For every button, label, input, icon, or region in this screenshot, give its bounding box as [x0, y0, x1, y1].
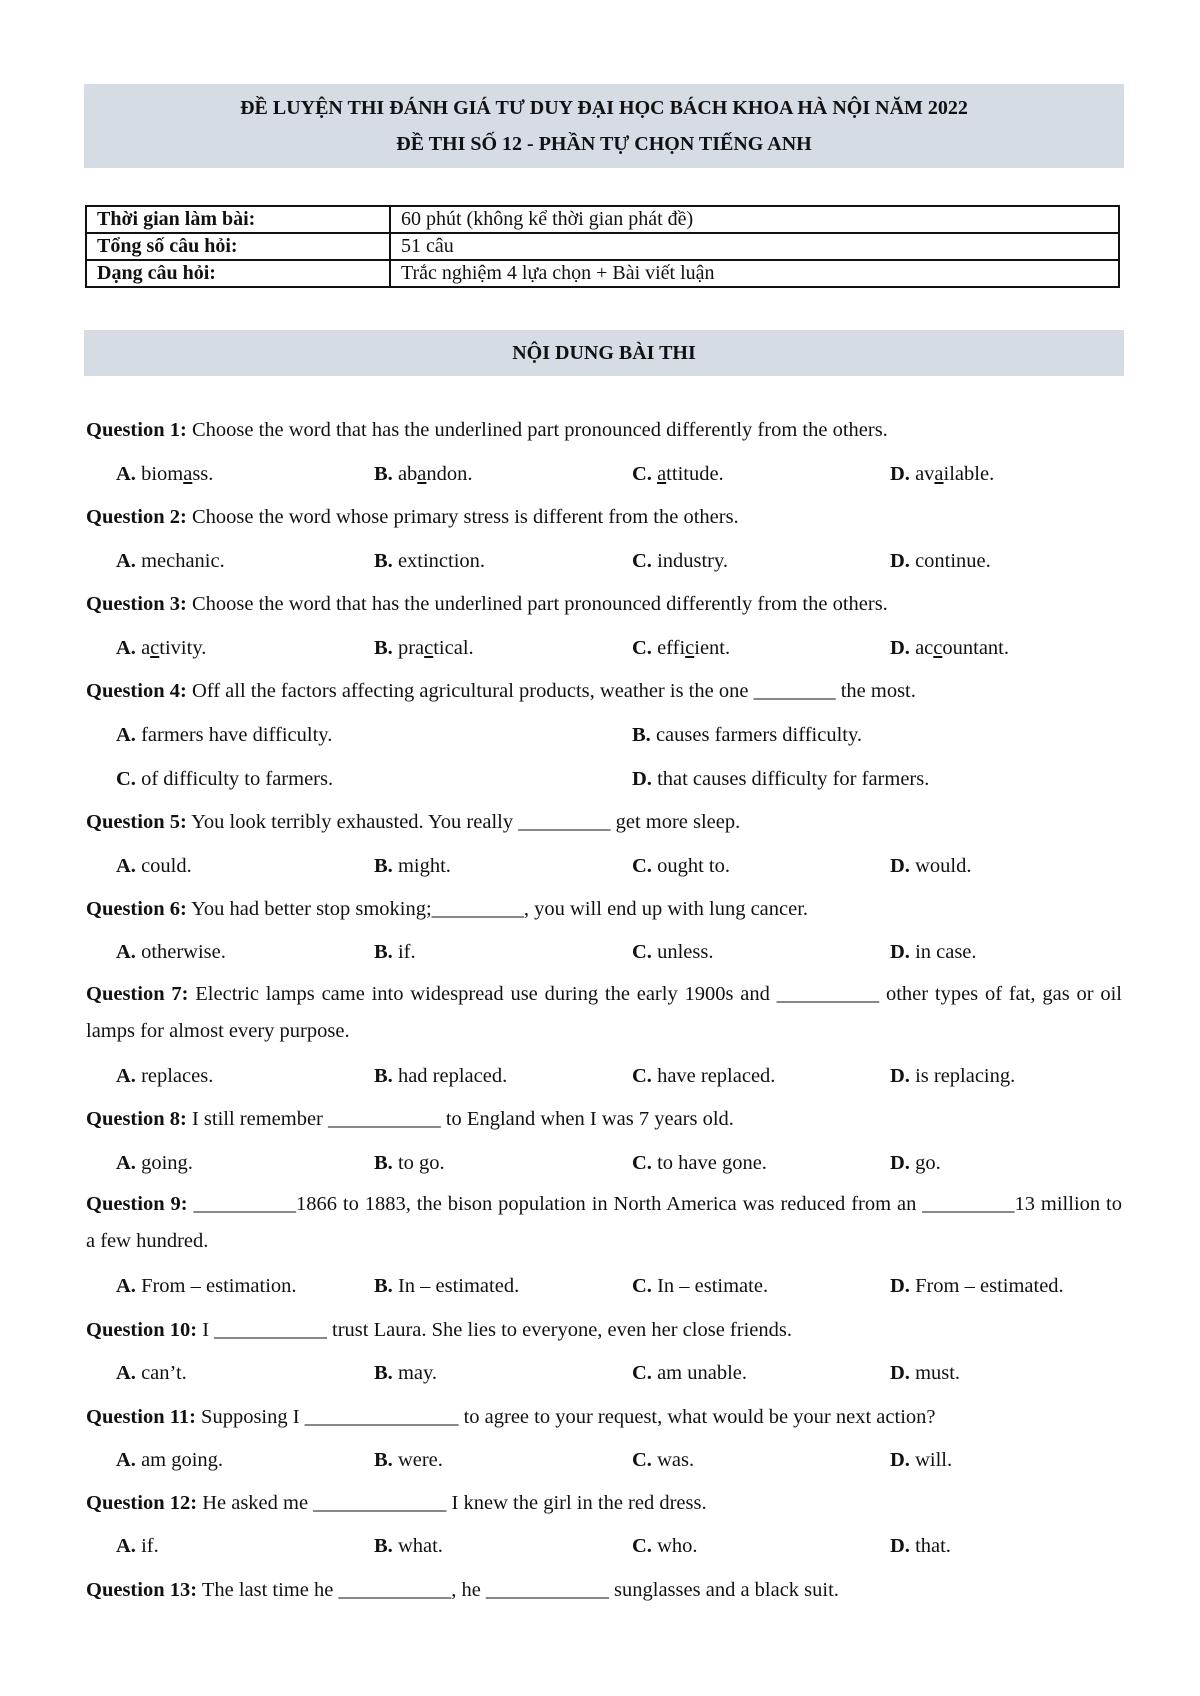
question-label: Question 6: [86, 898, 187, 920]
option-a[interactable]: A. biomass. [116, 463, 214, 485]
exam-subtitle: ĐỀ THI SỐ 12 - PHẦN TỰ CHỌN TIẾNG ANH [396, 133, 812, 155]
question-stem [86, 803, 1122, 841]
question-stem [86, 1186, 1122, 1260]
info-value: 60 phút (không kể thời gian phát đề) [390, 206, 1119, 233]
question-label: Question 8: [86, 1108, 187, 1130]
question-label: Question 1: [86, 419, 187, 441]
option-d[interactable]: D. that. [890, 1535, 951, 1557]
option-d[interactable]: D. must. [890, 1362, 961, 1384]
option-b[interactable]: B. practical. [374, 637, 474, 659]
option-b[interactable]: B. causes farmers difficulty. [632, 724, 862, 746]
question-text: The last time he ___________, he ____________ sunglasses and a black suit. [197, 1579, 839, 1601]
option-c[interactable]: C. attitude. [632, 463, 724, 485]
option-a[interactable]: A. replaces. [116, 1065, 214, 1087]
answer-options [116, 1057, 1116, 1095]
question-stem [86, 1100, 1122, 1138]
option-d[interactable]: D. From – estimated. [890, 1275, 1064, 1297]
question-label: Question 9: [86, 1193, 188, 1215]
option-a[interactable]: A. otherwise. [116, 941, 226, 963]
question-stem [86, 890, 1122, 928]
info-row [86, 233, 1119, 260]
answer-options [116, 716, 1116, 754]
info-label: Tổng số câu hỏi: [86, 233, 390, 260]
option-b[interactable]: B. to go. [374, 1152, 445, 1174]
info-label: Thời gian làm bài: [86, 206, 390, 233]
info-value: Trắc nghiệm 4 lựa chọn + Bài viết luận [390, 260, 1119, 287]
question-label: Question 3: [86, 593, 187, 615]
option-c[interactable]: C. In – estimate. [632, 1275, 769, 1297]
answer-options [116, 455, 1116, 493]
question-text: Off all the factors affecting agricultural products, weather is the one ________ the most. [186, 680, 916, 702]
answer-options [116, 1267, 1116, 1305]
option-b[interactable]: B. might. [374, 855, 451, 877]
info-label: Dạng câu hỏi: [86, 260, 390, 287]
exam-title: ĐỀ LUYỆN THI ĐÁNH GIÁ TƯ DUY ĐẠI HỌC BÁCH KHOA HÀ NỘI NĂM 2022 [240, 97, 968, 119]
question-label: Question 7: [86, 983, 189, 1005]
option-c[interactable]: C. ought to. [632, 855, 730, 877]
question-stem [86, 672, 1122, 710]
answer-options [116, 760, 1116, 798]
option-c[interactable]: C. who. [632, 1535, 698, 1557]
answer-options [116, 1354, 1116, 1392]
option-b[interactable]: B. extinction. [374, 550, 486, 572]
question-stem [86, 976, 1122, 1050]
question-text: Choose the word that has the underlined part pronounced differently from the others. [186, 419, 888, 441]
question-text: Choose the word whose primary stress is different from the others. [186, 506, 739, 528]
question-label: Question 2: [86, 506, 187, 528]
info-value: 51 câu [390, 233, 1119, 260]
question-stem [86, 411, 1122, 449]
option-c[interactable]: C. efficient. [632, 637, 731, 659]
option-c[interactable]: C. am unable. [632, 1362, 748, 1384]
question-stem [86, 1398, 1122, 1436]
option-a[interactable]: A. farmers have difficulty. [116, 724, 333, 746]
question-text: Supposing I _______________ to agree to your request, what would be your next action? [195, 1406, 936, 1428]
option-b[interactable]: B. what. [374, 1535, 443, 1557]
exam-header-banner [84, 84, 1124, 168]
question-stem [86, 1484, 1122, 1522]
option-c[interactable]: C. have replaced. [632, 1065, 776, 1087]
option-b[interactable]: B. may. [374, 1362, 438, 1384]
question-text: I still remember ___________ to England when I was 7 years old. [186, 1108, 734, 1130]
question-text: You look terribly exhausted. You really _________ get more sleep. [186, 811, 741, 833]
option-d[interactable]: D. in case. [890, 941, 977, 963]
option-a[interactable]: A. From – estimation. [116, 1275, 297, 1297]
option-d[interactable]: D. go. [890, 1152, 941, 1174]
answer-options [116, 1527, 1116, 1565]
question-label: Question 5: [86, 811, 187, 833]
option-a[interactable]: A. can’t. [116, 1362, 187, 1384]
answer-options [116, 542, 1116, 580]
option-c[interactable]: C. unless. [632, 941, 714, 963]
option-d[interactable]: D. would. [890, 855, 972, 877]
option-c[interactable]: C. to have gone. [632, 1152, 767, 1174]
answer-options [116, 933, 1116, 971]
question-label: Question 11: [86, 1406, 196, 1428]
option-b[interactable]: B. abandon. [374, 463, 473, 485]
question-text: Choose the word that has the underlined part pronounced differently from the others. [186, 593, 888, 615]
question-label: Question 10: [86, 1319, 198, 1341]
option-b[interactable]: B. were. [374, 1449, 443, 1471]
answer-options [116, 1144, 1116, 1182]
question-stem [86, 1571, 1122, 1609]
info-row [86, 206, 1119, 233]
question-stem [86, 1311, 1122, 1349]
question-text: I ___________ trust Laura. She lies to everyone, even her close friends. [197, 1319, 792, 1341]
answer-options [116, 1441, 1116, 1479]
option-c[interactable]: C. industry. [632, 550, 729, 572]
option-a[interactable]: A. if. [116, 1535, 159, 1557]
info-row [86, 260, 1119, 287]
option-b[interactable]: B. if. [374, 941, 416, 963]
exam-info-table [85, 205, 1120, 288]
question-stem [86, 585, 1122, 623]
question-text: You had better stop smoking;_________, you will end up with lung cancer. [186, 898, 809, 920]
option-a[interactable]: A. could. [116, 855, 192, 877]
option-a[interactable]: A. activity. [116, 637, 207, 659]
question-stem [86, 498, 1122, 536]
option-d[interactable]: D. that causes difficulty for farmers. [632, 768, 930, 790]
section-title: NỘI DUNG BÀI THI [84, 330, 1124, 376]
option-d[interactable]: D. will. [890, 1449, 953, 1471]
option-a[interactable]: A. am going. [116, 1449, 224, 1471]
question-label: Question 12: [86, 1492, 198, 1514]
answer-options [116, 629, 1116, 667]
option-c[interactable]: C. was. [632, 1449, 695, 1471]
option-c[interactable]: C. of difficulty to farmers. [116, 768, 334, 790]
option-d[interactable]: D. is replacing. [890, 1065, 1016, 1087]
option-a[interactable]: A. mechanic. [116, 550, 225, 572]
question-label: Question 4: [86, 680, 187, 702]
answer-options [116, 847, 1116, 885]
option-b[interactable]: B. had replaced. [374, 1065, 508, 1087]
option-d[interactable]: D. accountant. [890, 637, 1009, 659]
option-b[interactable]: B. In – estimated. [374, 1275, 520, 1297]
question-text: He asked me _____________ I knew the girl in the red dress. [197, 1492, 707, 1514]
question-text: Electric lamps came into widespread use during the early 1900s and __________ other types of fat, gas or oil lamps for almost every purpose. [86, 983, 1122, 1042]
option-d[interactable]: D. continue. [890, 550, 991, 572]
question-label: Question 13: [86, 1579, 198, 1601]
question-text: __________1866 to 1883, the bison population in North America was reduced from an _________13 million to a few hundred. [86, 1193, 1122, 1252]
option-a[interactable]: A. going. [116, 1152, 193, 1174]
option-d[interactable]: D. available. [890, 463, 995, 485]
